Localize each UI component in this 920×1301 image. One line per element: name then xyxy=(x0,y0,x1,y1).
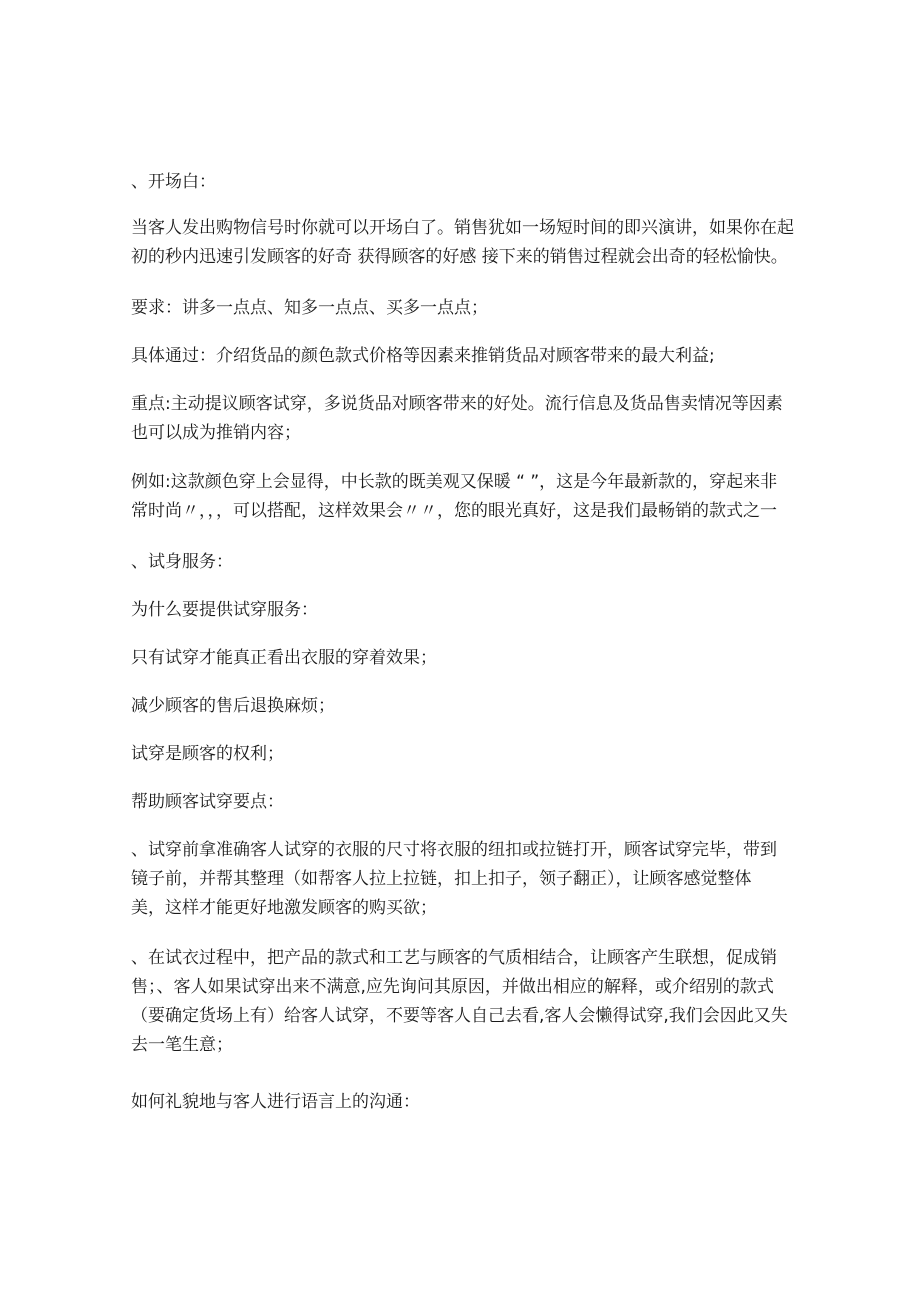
paragraph-key-points xyxy=(131,390,795,448)
paragraph-fitting-tip-1 xyxy=(131,836,795,923)
text-line: 只有试穿才能真正看出衣服的穿着效果； xyxy=(131,648,437,668)
text-line: 如何礼貌地与客人进行语言上的沟通： xyxy=(131,1092,420,1112)
text-line: 帮助顾客试穿要点： xyxy=(131,792,284,812)
text-line: 、试穿前拿准确客人试穿的衣服的尺寸将衣服的纽扣或拉链打开，顾客试穿完毕，带到 xyxy=(131,840,777,860)
section-heading-opening xyxy=(131,168,795,197)
text-line: 试穿是顾客的权利； xyxy=(131,744,284,764)
paragraph-fitting-reason-2 xyxy=(131,692,795,721)
paragraph-specific-method xyxy=(131,342,795,371)
text-line: 例如:这款颜色穿上会显得，中长款的既美观又保暖 “ ”，这是今年最新款的，穿起来非 xyxy=(131,472,778,492)
paragraph-fitting-tip-2 xyxy=(131,944,795,1060)
paragraph-fitting-tips-heading xyxy=(131,788,795,817)
text-line: 重点:主动提议顾客试穿，多说货品对顾客带来的好处。流行信息及货品售卖情况等因素 xyxy=(131,394,783,414)
text-line: 常时尚〃，，，可以搭配，这样效果会〃〃，您的眼光真好，这是我们最畅销的款式之一 xyxy=(131,501,777,521)
paragraph-requirements xyxy=(131,294,795,323)
text-line: 具体通过：介绍货品的颜色款式价格等因素来推销货品对顾客带来的最大利益; xyxy=(131,346,715,366)
text-line: 初的秒内迅速引发顾客的好奇 获得顾客的好感 接下来的销售过程就会出奇的轻松愉快。 xyxy=(131,247,788,267)
paragraph-polite-communication xyxy=(131,1088,795,1117)
text-line: 、在试衣过程中，把产品的款式和工艺与顾客的气质相结合，让顾客产生联想，促成销 xyxy=(131,948,777,968)
paragraph-fitting-reason-1 xyxy=(131,644,795,673)
text-line: 也可以成为推销内容； xyxy=(131,423,301,443)
text-line: 为什么要提供试穿服务： xyxy=(131,600,318,620)
text-line: 要求：讲多一点点、知多一点点、买多一点点； xyxy=(131,298,488,318)
paragraph-opening-intro xyxy=(131,214,795,272)
text-line: 去一笔生意； xyxy=(131,1035,233,1055)
text-line: 售；、客人如果试穿出来不满意,应先询问其原因，并做出相应的解释，或介绍别的款式 xyxy=(131,977,774,997)
paragraph-example xyxy=(131,468,795,526)
text-line: 、试身服务： xyxy=(131,552,233,572)
paragraph-fitting-reason-3 xyxy=(131,740,795,769)
section-heading-fitting-service xyxy=(131,548,795,577)
paragraph-why-fitting xyxy=(131,596,795,625)
text-line: 减少顾客的售后退换麻烦； xyxy=(131,696,335,716)
text-line: 、开场白： xyxy=(131,172,216,192)
text-line: 当客人发出购物信号时你就可以开场白了。销售犹如一场短时间的即兴演讲，如果你在起 xyxy=(131,218,794,238)
text-line: 美，这样才能更好地激发顾客的购买欲； xyxy=(131,898,437,918)
text-line: 镜子前，并帮其整理（如帮客人拉上拉链，扣上扣子，领子翻正），让顾客感觉整体 xyxy=(131,869,752,889)
text-line: （要确定货场上有）给客人试穿，不要等客人自己去看,客人会懒得试穿,我们会因此又失 xyxy=(131,1006,788,1026)
